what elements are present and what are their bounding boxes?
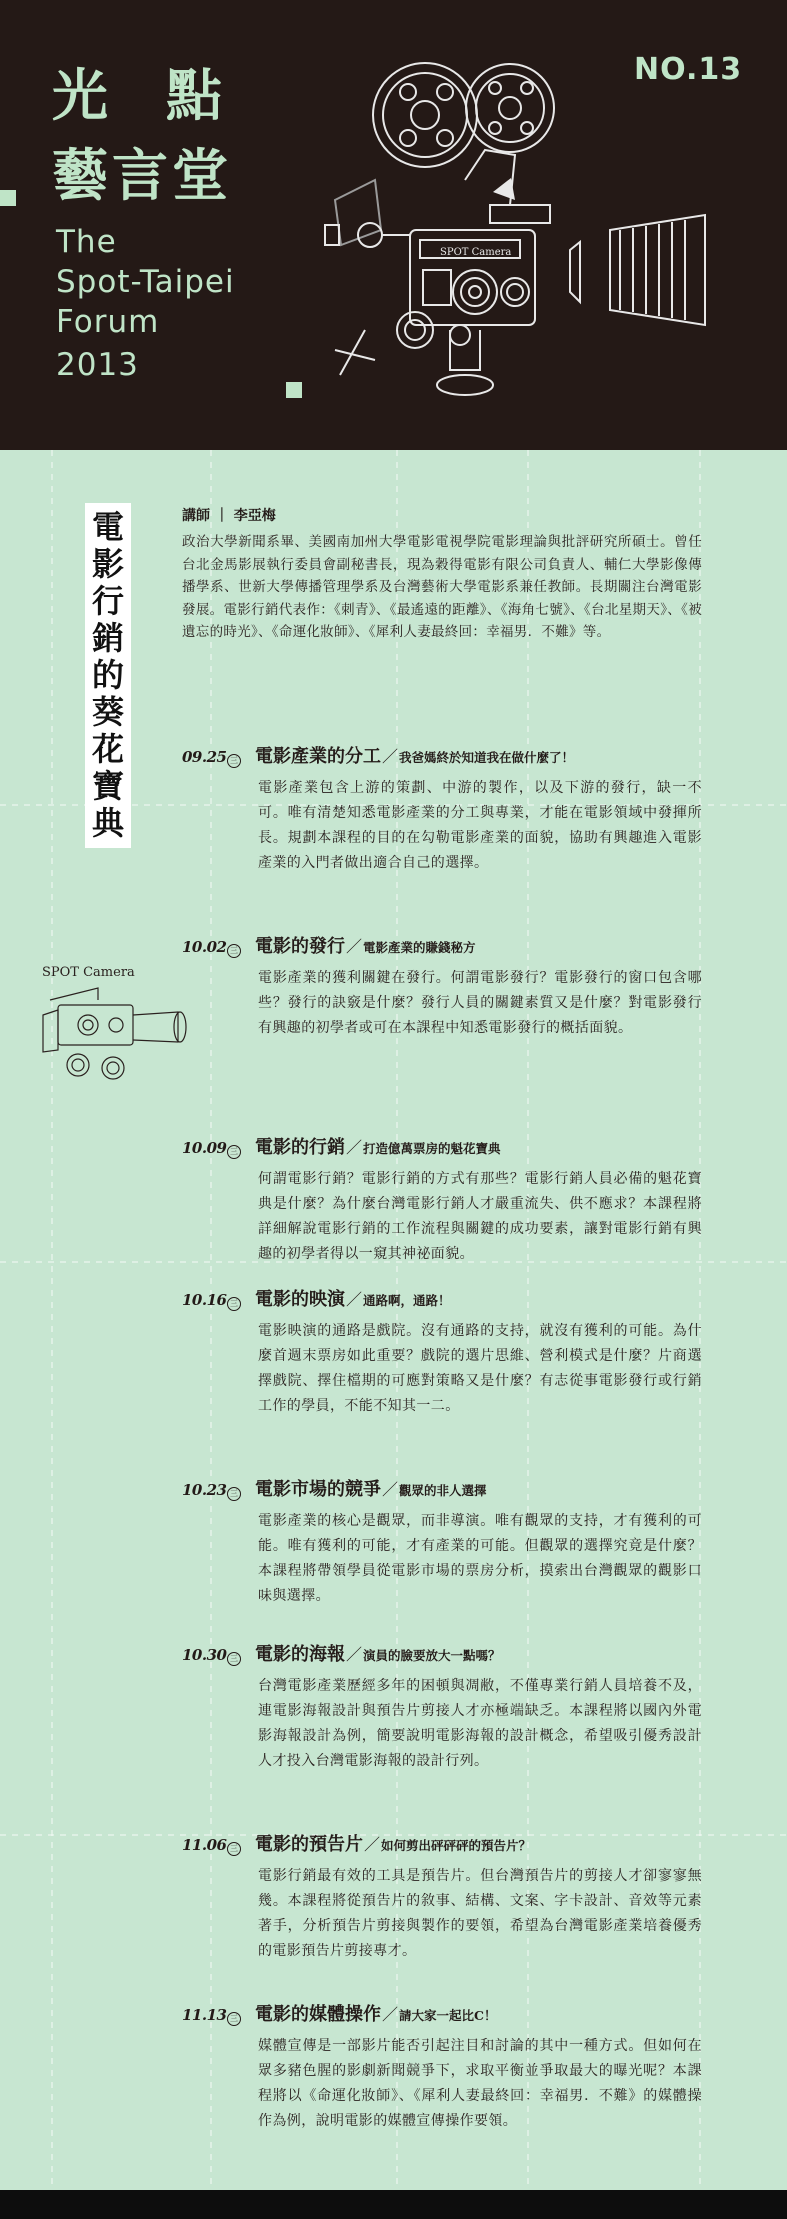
session-header	[182, 1475, 702, 1501]
session-date: 10.30	[182, 1646, 227, 1664]
title-separator: ／	[346, 1645, 363, 1664]
title-separator: ／	[346, 1290, 363, 1309]
session-item	[182, 1133, 702, 1267]
session-weekday: 三	[227, 1145, 241, 1159]
camera-brand-label: SPOT Camera	[440, 247, 512, 258]
camera-sketch-label: SPOT Camera	[42, 965, 135, 980]
session-description: 何謂電影行銷？電影行銷的方式有那些？電影行銷人員必備的魁花寶典是什麼？為什麼台灣電影行銷人才嚴重流失、供不應求？本課程將詳細解說電影行銷的工作流程與關鍵的成功要素，讓對電影行銷有興趣的初學者得以一窺其神祕面貌。	[258, 1171, 702, 1262]
session-title: 電影的預告片	[255, 1834, 363, 1855]
session-subtitle: 我爸媽終於知道我在做什麼了！	[399, 750, 575, 765]
session-date: 10.02	[182, 938, 227, 956]
camera-sketch	[38, 960, 198, 1095]
session-description: 電影產業的核心是觀眾，而非導演。唯有觀眾的支持，才有獲利的可能。唯有獲利的可能，才有產業的可能。但觀眾的選擇究竟是什麼？本課程將帶領學員從電影市場的票房分析，摸索出台灣觀眾的觀影口味與選擇。	[258, 1513, 702, 1604]
session-date: 10.23	[182, 1481, 227, 1499]
title-separator: ／	[382, 2005, 399, 2024]
session-item	[182, 1475, 702, 1609]
session-description: 電影產業包含上游的策劃、中游的製作，以及下游的發行，缺一不可。唯有清楚知悉電影產業的分工與專業，才能在電影領域中發揮所長。規劃本課程的目的在勾勒電影產業的面貌，協助有興趣進入電影產業的入門者做出適合自己的選擇。	[258, 780, 702, 871]
session-weekday: 三	[227, 1487, 241, 1501]
session-date: 10.16	[182, 1291, 227, 1309]
session-subtitle: 觀眾的非人選擇	[399, 1483, 487, 1498]
course-title-char: 花	[91, 730, 124, 768]
course-title-char: 行	[91, 582, 124, 620]
session-header	[182, 1830, 702, 1856]
session-header	[182, 2000, 702, 2026]
session-header	[182, 1133, 702, 1159]
session-date: 09.25	[182, 748, 227, 766]
english-title-line: 2013	[56, 347, 139, 383]
header-banner	[0, 0, 787, 450]
title-line-2: 藝言堂	[52, 144, 232, 209]
session-title: 電影市場的競爭	[255, 1479, 381, 1500]
film-camera-illustration	[315, 30, 715, 425]
session-weekday: 三	[227, 2012, 241, 2026]
course-title-char: 的	[91, 656, 124, 694]
session-subtitle: 如何剪出砰砰砰的預告片？	[381, 1838, 532, 1853]
session-title: 電影的行銷	[255, 1137, 345, 1158]
session-date: 10.09	[182, 1139, 227, 1157]
course-title-char: 影	[91, 545, 124, 583]
title-separator: ／	[346, 1138, 363, 1157]
english-title-line: Forum	[56, 304, 160, 340]
session-title: 電影產業的分工	[255, 746, 381, 767]
course-title-char: 寶	[91, 767, 124, 805]
session-item	[182, 932, 702, 1041]
session-header	[182, 1285, 702, 1311]
session-subtitle: 打造億萬票房的魁花寶典	[363, 1141, 501, 1156]
session-subtitle: 請大家一起比C！	[399, 2008, 497, 2023]
lecturer-section	[182, 505, 702, 644]
session-date: 11.06	[182, 1836, 227, 1854]
title-separator: ／	[382, 747, 399, 766]
title-line-1: 光點	[52, 64, 280, 129]
session-subtitle: 通路啊，通路！	[363, 1293, 451, 1308]
session-header	[182, 1640, 702, 1666]
session-title: 電影的媒體操作	[255, 2004, 381, 2025]
course-title-vertical	[85, 503, 131, 848]
english-title-line: The	[56, 224, 117, 260]
session-subtitle: 電影產業的賺錢秘方	[363, 940, 476, 955]
title-separator: ／	[346, 937, 363, 956]
session-item	[182, 2000, 702, 2134]
session-description: 媒體宣傳是一部影片能否引起注目和討論的其中一種方式。但如何在眾多豬色腥的影劇新聞競爭下，求取平衡並爭取最大的曝光呢？本課程將以《命運化妝師》、《犀利人妻最終回：幸福男．不難》的媒體操作為例，說明電影的媒體宣傳操作要領。	[258, 2038, 702, 2129]
session-description: 電影產業的獲利關鍵在發行。何謂電影發行？電影發行的窗口包含哪些？發行的訣竅是什麼？發行人員的關鍵素質又是什麼？對電影發行有興趣的初學者或可在本課程中知悉電影發行的概括面貌。	[258, 970, 702, 1036]
title-separator: ／	[382, 1480, 399, 1499]
session-item	[182, 1830, 702, 1964]
session-weekday: 三	[227, 1297, 241, 1311]
issue-number: NO.13	[634, 52, 743, 87]
square-ornament	[0, 190, 16, 206]
session-weekday: 三	[227, 1842, 241, 1856]
session-weekday: 三	[227, 754, 241, 768]
session-weekday: 三	[227, 1652, 241, 1666]
session-item	[182, 1640, 702, 1774]
session-date: 11.13	[182, 2006, 227, 2024]
session-weekday: 三	[227, 944, 241, 958]
course-title-char: 典	[91, 804, 124, 842]
session-header	[182, 932, 702, 958]
lecturer-bio: 政治大學新聞系畢、美國南加州大學電影電視學院電影理論與批評研究所碩士。曾任台北金馬影展執行委員會副秘書長，現為穀得電影有限公司負責人、輔仁大學影像傳播學系、世新大學傳播管理學系及台灣藝術大學電影系兼任教師。長期關注台灣電影發展。電影行銷代表作：《刺青》、《最遙遠的距離》、《海角七號》、《台北星期天》、《被遺忘的時光》、《命運化妝師》、《犀利人妻最終回：幸福男．不難》等。	[182, 534, 702, 640]
footer-bar	[0, 2190, 787, 2219]
session-description: 台灣電影產業歷經多年的困頓與凋敝，不僅專業行銷人員培養不及，連電影海報設計與預告片剪接人才亦極端缺乏。本課程將以國內外電影海報設計為例，簡要說明電影海報的設計概念，希望吸引優秀設計人才投入台灣電影海報的設計行列。	[258, 1678, 702, 1769]
title-separator: ／	[364, 1835, 381, 1854]
session-title: 電影的海報	[255, 1644, 345, 1665]
session-description: 電影行銷最有效的工具是預告片。但台灣預告片的剪接人才卻寥寥無幾。本課程將從預告片的敘事、結構、文案、字卡設計、音效等元素著手，分析預告片剪接與製作的要領，希望為台灣電影產業培養優秀的電影預告片剪接專才。	[258, 1868, 702, 1959]
course-title-char: 電	[91, 508, 124, 546]
course-title-char: 葵	[91, 693, 124, 731]
session-title: 電影的映演	[255, 1289, 345, 1310]
session-title: 電影的發行	[255, 936, 345, 957]
session-description: 電影映演的通路是戲院。沒有通路的支持，就沒有獲利的可能。為什麼首週末票房如此重要？戲院的選片思維、營利模式是什麼？片商選擇戲院、擇住檔期的可應對策略又是什麼？有志從事電影發行或行銷工作的學員，不能不知其一二。	[258, 1323, 702, 1414]
lecturer-name: 講師 ｜ 李亞梅	[182, 508, 276, 524]
english-title-line: Spot-Taipei	[56, 264, 235, 300]
course-title-char: 銷	[91, 619, 124, 657]
session-header	[182, 742, 702, 768]
session-subtitle: 演員的臉要放大一點嗎？	[363, 1648, 501, 1663]
square-ornament	[286, 382, 302, 398]
session-item	[182, 1285, 702, 1419]
session-item	[182, 742, 702, 876]
